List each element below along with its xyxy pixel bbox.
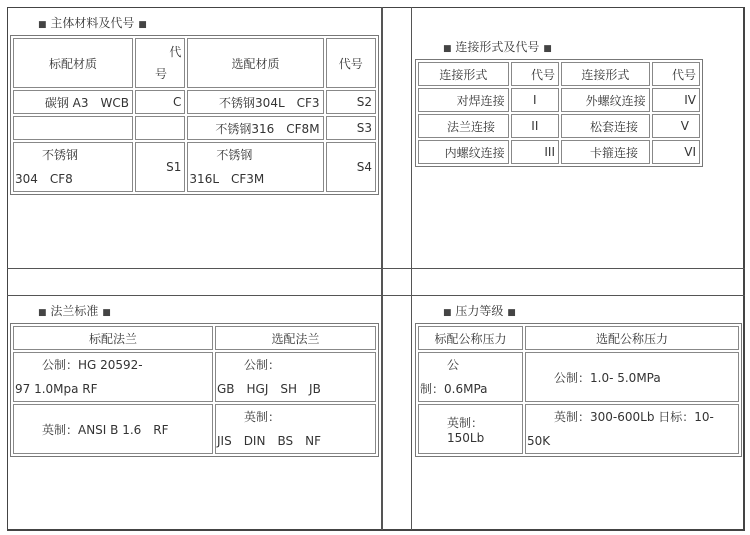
cell-std-line2: 304 CF8: [15, 172, 73, 186]
cell-code1: S1: [135, 142, 185, 192]
cell-std: 碳钢 A3 WCB: [13, 90, 133, 114]
table-row: [418, 326, 739, 350]
cell-type1: 法兰连接: [418, 114, 509, 138]
cell-opt-pressure: [525, 404, 739, 454]
bullet-icon: ■: [543, 44, 552, 54]
table-row: [13, 142, 376, 192]
header-code2: 代号: [652, 62, 700, 86]
table-row: [418, 352, 739, 402]
cell-opt-line2: 316L CF3M: [189, 172, 265, 186]
connection-section-title: [443, 38, 552, 55]
cell-std: [13, 142, 133, 192]
header-code1: 代号: [511, 62, 559, 86]
bullet-icon: ■: [38, 20, 47, 30]
flange-table: [10, 323, 379, 457]
cell-std-pressure: [418, 352, 523, 402]
header-code2: 代号: [326, 38, 376, 88]
cell-type1: 对焊连接: [418, 88, 509, 112]
header-opt-pressure: 选配公称压力: [525, 326, 739, 350]
cell-code2: V: [652, 114, 700, 138]
cell-opt: 不锈钢316 CF8M: [187, 116, 323, 140]
header-code1-line1: 代: [169, 45, 182, 59]
cell-code1: II: [511, 114, 559, 138]
cell-type2: 卡箍连接: [561, 140, 650, 164]
cell-std-flange: 英制：ANSI B 1.6 RF: [13, 404, 213, 454]
cell-type1: 内螺纹连接: [418, 140, 509, 164]
pressure-section-title: [443, 302, 516, 319]
cell-code2: IV: [652, 88, 700, 112]
divider-h-top: [7, 268, 745, 269]
table-row: [13, 38, 376, 88]
connection-title-text: 连接形式及代号: [455, 40, 540, 54]
cell-code2: S2: [326, 90, 376, 114]
cell-code1: I: [511, 88, 559, 112]
cell-opt-flange-line2: GB HGJ SH JB: [217, 382, 321, 396]
bullet-icon: ■: [443, 308, 452, 318]
header-opt-flange: 选配法兰: [215, 326, 376, 350]
header-std-material: 标配材质: [13, 38, 133, 88]
table-row: [13, 352, 376, 402]
cell-type2: 松套连接: [561, 114, 650, 138]
flange-title-text: 法兰标准: [50, 304, 99, 318]
cell-opt-flange: [215, 404, 376, 454]
header-opt-material: 选配材质: [187, 38, 323, 88]
cell-code2: S3: [326, 116, 376, 140]
table-row: [13, 90, 376, 114]
header-code1: [135, 38, 185, 88]
bullet-icon: ■: [507, 308, 516, 318]
connection-table: [415, 59, 703, 167]
cell-opt-flange: [215, 352, 376, 402]
bullet-icon: ■: [443, 44, 452, 54]
table-row: [418, 114, 700, 138]
cell-opt-pressure-line1: 英制：300-600Lb 日标：10-: [554, 410, 714, 424]
table-row: [13, 326, 376, 350]
cell-opt-flange-line1: 公制：: [244, 358, 281, 372]
material-section-title: [38, 14, 147, 31]
cell-opt: [187, 142, 323, 192]
cell-opt-pressure-line2: 50K: [527, 434, 551, 448]
cell-std: [13, 116, 133, 140]
header-std-pressure: 标配公称压力: [418, 326, 523, 350]
flange-section-title: [38, 302, 111, 319]
bullet-icon: ■: [138, 20, 147, 30]
header-code1-line2: 号: [155, 67, 168, 81]
cell-opt-pressure: 公制：1.0- 5.0MPa: [525, 352, 739, 402]
cell-type2: 外螺纹连接: [561, 88, 650, 112]
header-type2: 连接形式: [561, 62, 650, 86]
cell-code1: C: [135, 90, 185, 114]
cell-code2: S4: [326, 142, 376, 192]
cell-opt: 不锈钢304L CF3: [187, 90, 323, 114]
pressure-title-text: 压力等级: [455, 304, 504, 318]
cell-std-pressure: 英制： 150Lb: [418, 404, 523, 454]
cell-std-pressure-line2: 制：0.6MPa: [420, 382, 488, 396]
header-type1: 连接形式: [418, 62, 509, 86]
bullet-icon: ■: [38, 308, 47, 318]
cell-std-flange-line1: 公制：HG 20592-: [42, 358, 143, 372]
material-table: [10, 35, 379, 195]
cell-std-flange: [13, 352, 213, 402]
cell-opt-line1: 不锈钢: [216, 148, 253, 162]
cell-opt-flange-line2: JIS DIN BS NF: [217, 434, 321, 448]
divider-h-bottom: [7, 295, 745, 296]
cell-code2: VI: [652, 140, 700, 164]
cell-std-line1: 不锈钢: [42, 148, 79, 162]
cell-code1: III: [511, 140, 559, 164]
bullet-icon: ■: [102, 308, 111, 318]
table-row: [418, 404, 739, 454]
pressure-table: [415, 323, 742, 457]
cell-std-pressure-line1: 公: [447, 358, 460, 372]
table-row: [13, 404, 376, 454]
material-title-text: 主体材料及代号: [50, 16, 135, 30]
table-row: [13, 116, 376, 140]
cell-std-flange-line2: 97 1.0Mpa RF: [15, 382, 98, 396]
table-row: [418, 140, 700, 164]
cell-code1: [135, 116, 185, 140]
header-std-flange: 标配法兰: [13, 326, 213, 350]
cell-opt-flange-line1: 英制：: [244, 410, 281, 424]
table-row: [418, 88, 700, 112]
table-row: [418, 62, 700, 86]
